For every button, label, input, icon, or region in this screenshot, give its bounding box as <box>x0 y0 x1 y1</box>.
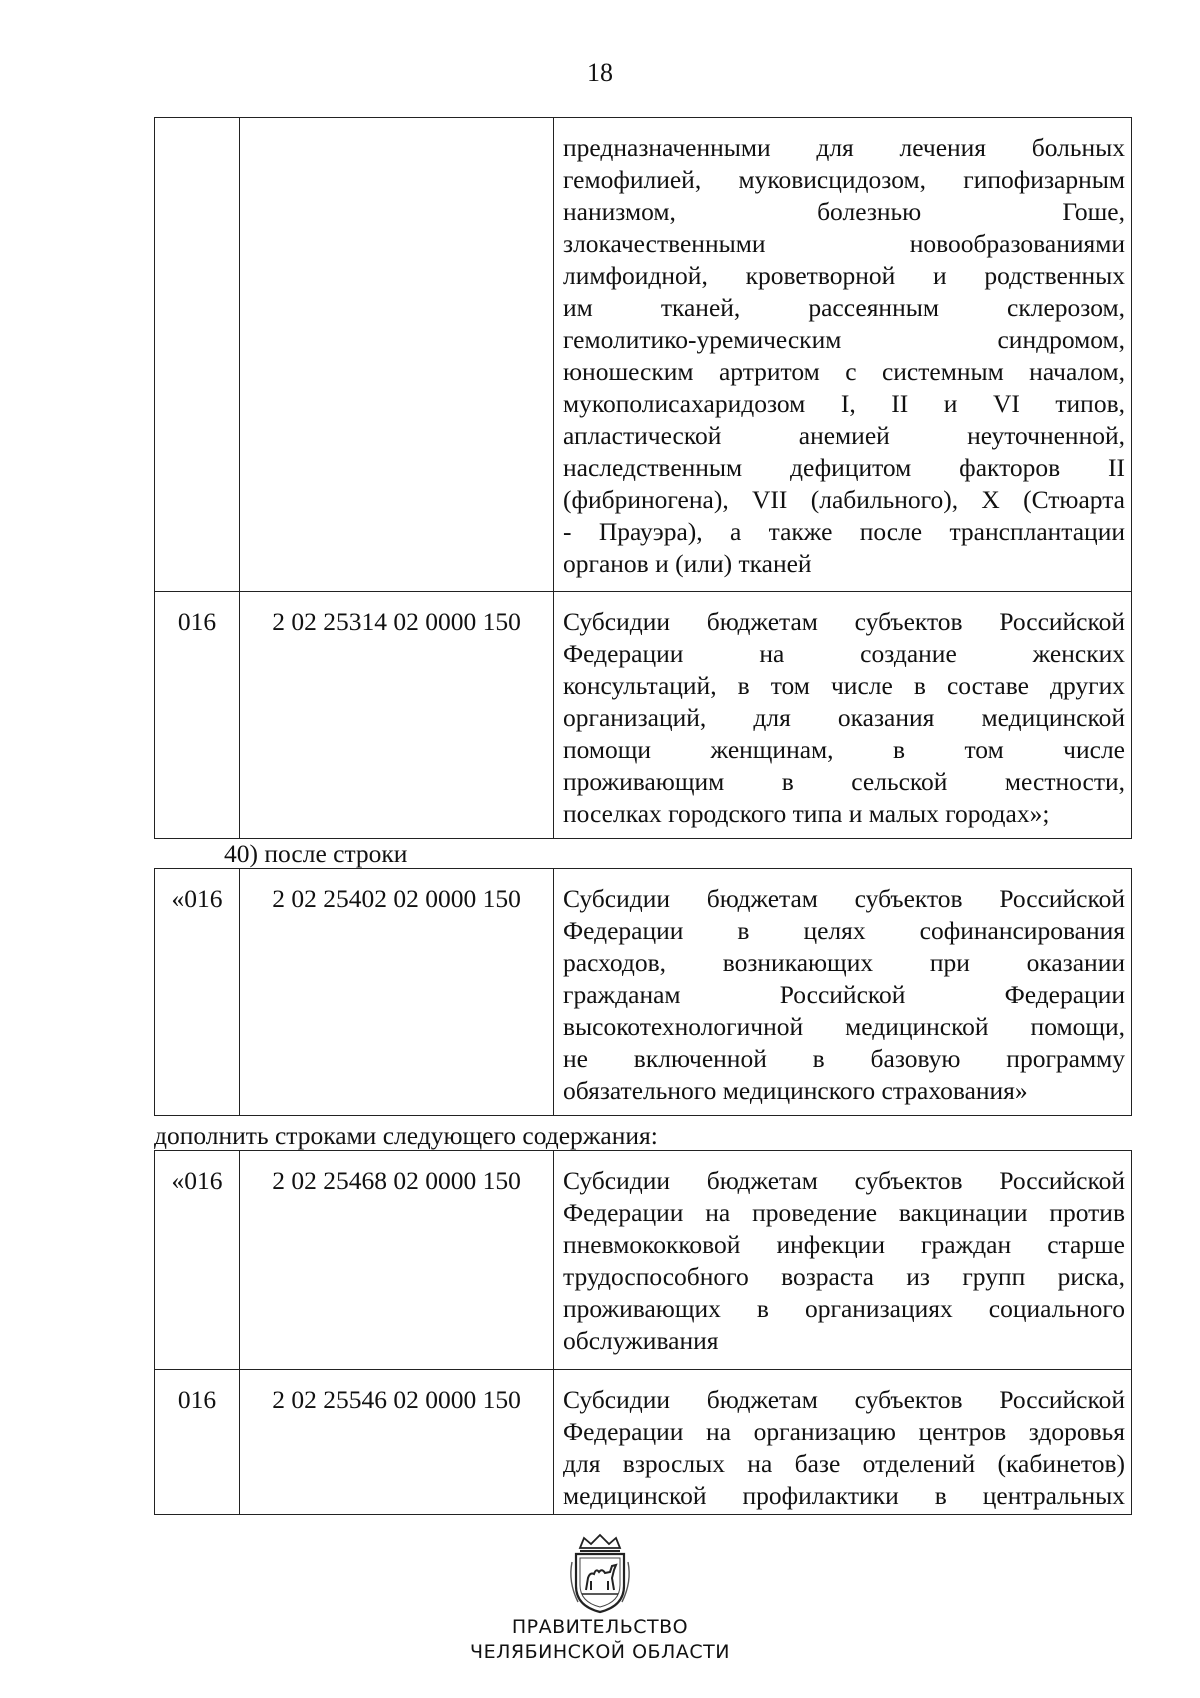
text-line: расходов, возникающих при оказании <box>563 948 1125 977</box>
text-line: Субсидии бюджетам субъектов Российской <box>563 884 1125 913</box>
table-row <box>155 869 1132 1116</box>
text-line: помощи женщинам, в том числе <box>563 735 1125 764</box>
text-line: мукополисахаридозом I, II и VI типов, <box>563 389 1125 418</box>
description-cell <box>554 592 1132 839</box>
kbk-cell <box>240 118 554 592</box>
table-row <box>155 592 1132 839</box>
text-line: гемофилией, муковисцидозом, гипофизарным <box>563 165 1125 194</box>
code-cell: 016 <box>155 592 240 839</box>
page-number: 18 <box>587 58 613 87</box>
text-line: злокачественными новообразованиями <box>563 229 1125 258</box>
text-line: консультаций, в том числе в составе других <box>563 671 1125 700</box>
text-line: апластической анемией неуточненной, <box>563 421 1125 450</box>
description-cell <box>554 1370 1132 1515</box>
description-cell <box>554 1151 1132 1370</box>
text-line: для взрослых на базе отделений (кабинетов) <box>563 1449 1125 1478</box>
text-line: обязательного медицинского страхования» <box>563 1076 1028 1105</box>
amendment-note: 40) после строки <box>224 839 408 868</box>
table-row <box>155 118 1132 592</box>
text-line: наследственным дефицитом факторов II <box>563 453 1125 482</box>
text-line: Федерации на создание женских <box>563 639 1125 668</box>
text-line: органов и (или) тканей <box>563 549 812 578</box>
text-line: им тканей, рассеянным склерозом, <box>563 293 1125 322</box>
text-line: высокотехнологичной медицинской помощи, <box>563 1012 1125 1041</box>
text-line: проживающих в организациях социального <box>563 1294 1125 1323</box>
text-line: Субсидии бюджетам субъектов Российской <box>563 1166 1125 1195</box>
text-line: гражданам Российской Федерации <box>563 980 1125 1009</box>
description-cell <box>554 869 1132 1116</box>
text-line: Субсидии бюджетам субъектов Российской <box>563 607 1125 636</box>
code-cell: «016 <box>155 869 240 1116</box>
text-line: проживающим в сельской местности, <box>563 767 1125 796</box>
text-line: Федерации на организацию центров здоровья <box>563 1417 1125 1446</box>
kbk-cell: 2 02 25546 02 0000 150 <box>240 1370 554 1515</box>
code-cell <box>155 118 240 592</box>
amendment-note: дополнить строками следующего содержания: <box>154 1121 658 1150</box>
code-cell: 016 <box>155 1370 240 1515</box>
text-line: предназначенными для лечения больных <box>563 133 1125 162</box>
text-line: юношеским артритом с системным началом, <box>563 357 1125 386</box>
government-name-line2: ЧЕЛЯБИНСКОЙ ОБЛАСТИ <box>470 1641 730 1663</box>
text-line: Федерации в целях софинансирования <box>563 916 1125 945</box>
text-line: лимфоидной, кроветворной и родственных <box>563 261 1125 290</box>
text-line: гемолитико-уремическим синдромом, <box>563 325 1125 354</box>
table-row <box>155 1151 1132 1370</box>
budget-table-new-rows <box>154 1150 1132 1515</box>
text-line: организаций, для оказания медицинской <box>563 703 1125 732</box>
text-line: медицинской профилактики в центральных <box>563 1481 1125 1510</box>
text-line: пневмококковой инфекции граждан старше <box>563 1230 1125 1259</box>
kbk-cell: 2 02 25402 02 0000 150 <box>240 869 554 1116</box>
text-line: поселках городского типа и малых городах»; <box>563 799 1050 828</box>
text-line: обслуживания <box>563 1326 719 1355</box>
table-row <box>155 1370 1132 1515</box>
text-line: не включенной в базовую программу <box>563 1044 1125 1073</box>
text-line: (фибриногена), VII (лабильного), X (Стюарта <box>563 485 1125 514</box>
text-line: Федерации на проведение вакцинации против <box>563 1198 1125 1227</box>
code-cell: «016 <box>155 1151 240 1370</box>
chelyabinsk-coat-of-arms-icon <box>564 1532 636 1616</box>
budget-table-reference-row <box>154 868 1132 1116</box>
text-line: трудоспособного возраста из групп риска, <box>563 1262 1125 1291</box>
text-line: нанизмом, болезнью Гоше, <box>563 197 1125 226</box>
kbk-cell: 2 02 25468 02 0000 150 <box>240 1151 554 1370</box>
text-line: - Прауэра), а также после трансплантации <box>563 517 1125 546</box>
budget-table-continued <box>154 117 1132 839</box>
description-cell <box>554 118 1132 592</box>
kbk-cell: 2 02 25314 02 0000 150 <box>240 592 554 839</box>
text-line: Субсидии бюджетам субъектов Российской <box>563 1385 1125 1414</box>
government-name-line1: ПРАВИТЕЛЬСТВО <box>511 1616 689 1638</box>
